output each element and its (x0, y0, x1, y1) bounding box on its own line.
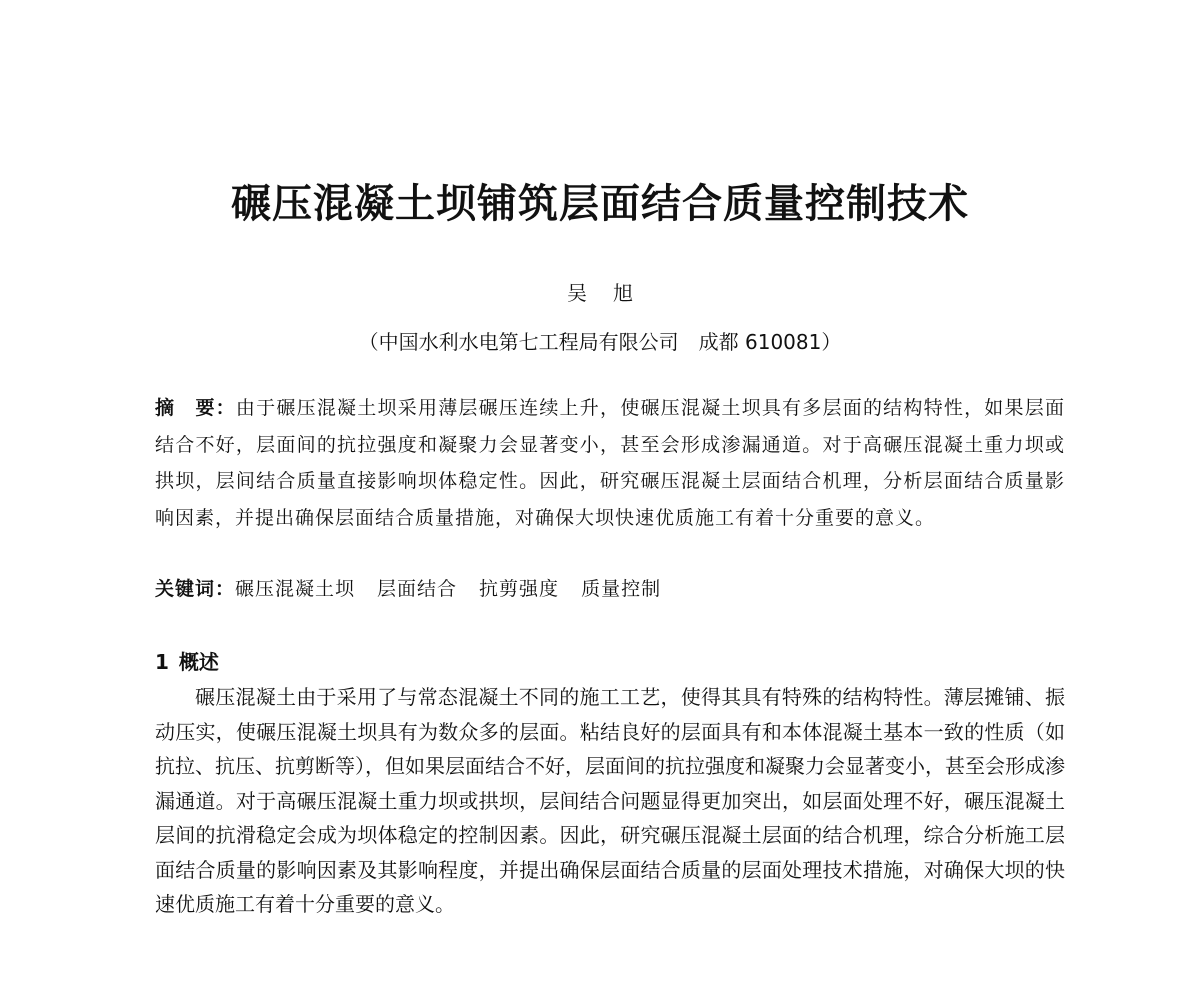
keyword-item: 层面结合 (377, 578, 458, 600)
section-paragraph: 碾压混凝土由于采用了与常态混凝土不同的施工工艺，使得其具有特殊的结构特性。薄层摊铺、振动压实，使碾压混凝土坝具有为数众多的层面。粘结良好的层面具有和本体混凝土基本一致的性质（如抗拉、抗压、抗剪断等），但如果层面结合不好，层面间的抗拉强度和凝聚力会显著变小，甚至会形成渗漏通道。对于高碾压混凝土重力坝或拱坝，层间结合问题显得更加突出，如层面处理不好，碾压混凝土层间的抗滑稳定会成为坝体稳定的控制因素。因此，研究碾压混凝土层面的结合机理，综合分析施工层面结合质量的影响因素及其影响程度，并提出确保层面结合质量的层面处理技术措施，对确保大坝的快速优质施工有着十分重要的意义。 (155, 685, 1065, 916)
abstract-text: 由于碾压混凝土坝采用薄层碾压连续上升，使碾压混凝土坝具有多层面的结构特性，如果层面结合不好，层面间的抗拉强度和凝聚力会显著变小，甚至会形成渗漏通道。对于高碾压混凝土重力坝或拱坝，层间结合质量直接影响坝体稳定性。因此，研究碾压混凝土层面结合机理，分析层面结合质量影响因素，并提出确保层面结合质量措施，对确保大坝快速优质施工有着十分重要的意义。 (155, 397, 1065, 529)
keywords (155, 571, 1065, 607)
section-number: 1 (155, 650, 169, 674)
keyword-item: 碾压混凝土坝 (235, 578, 356, 600)
abstract (155, 390, 1065, 536)
abstract-label: 摘 要： (155, 397, 236, 419)
author-name: 吴旭 (567, 281, 659, 305)
author-affiliation: （中国水利水电第七工程局有限公司 成都 610081） (358, 330, 842, 354)
paper-title: 碾压混凝土坝铺筑层面结合质量控制技术 (231, 180, 969, 227)
section-title: 概述 (178, 650, 219, 674)
keyword-item: 质量控制 (581, 578, 662, 600)
keyword-item: 抗剪强度 (479, 578, 560, 600)
section-heading (155, 646, 219, 675)
keywords-label: 关键词： (155, 578, 236, 600)
